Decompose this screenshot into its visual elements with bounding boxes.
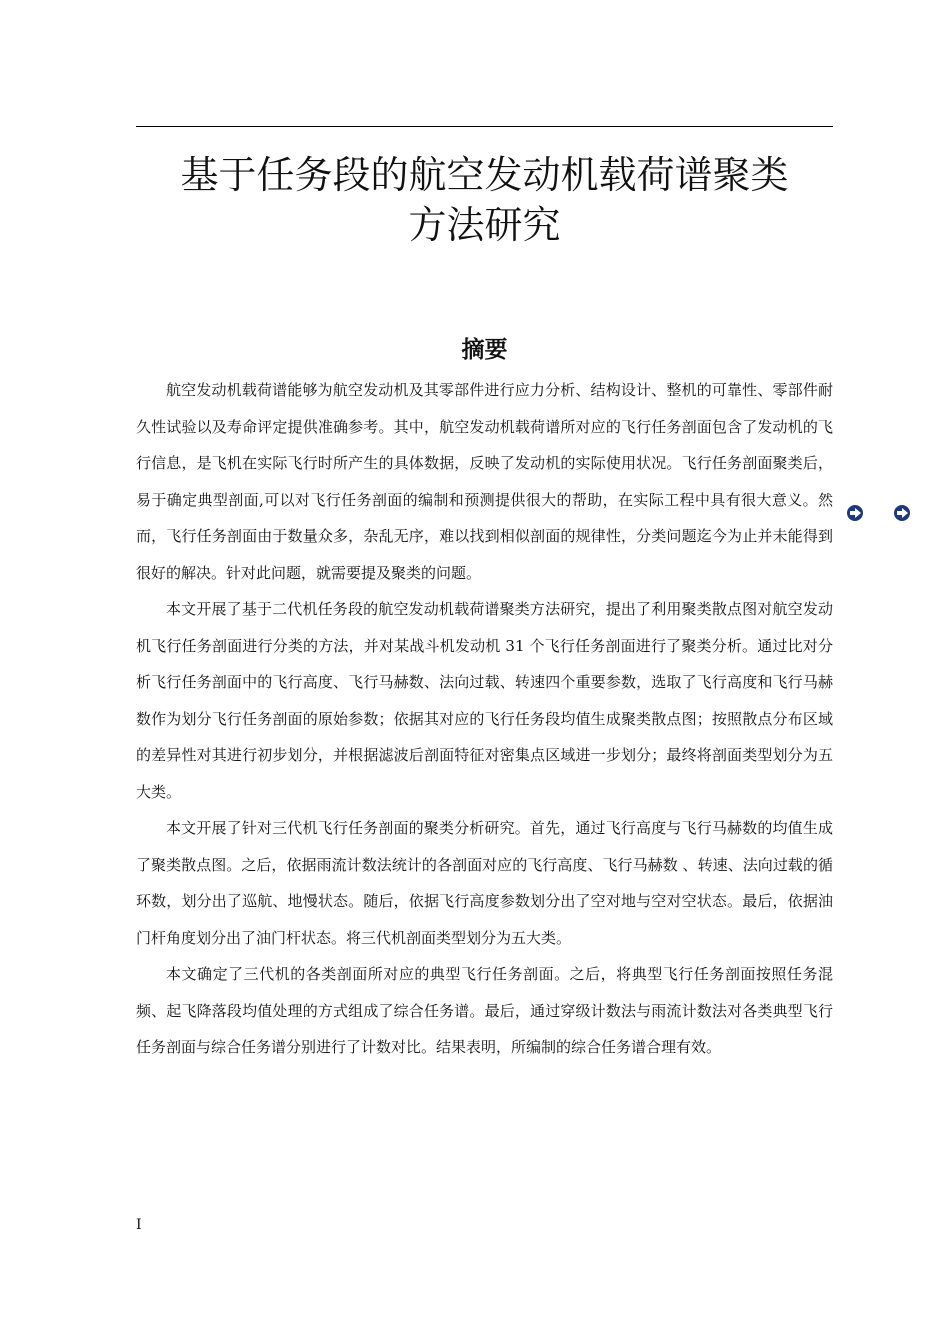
abstract-body bbox=[136, 372, 833, 1066]
page-number: I bbox=[136, 1217, 142, 1233]
abstract-paragraph: 本文开展了基于二代机任务段的航空发动机载荷谱聚类方法研究，提出了利用聚类散点图对航空发动机飞行任务剖面进行分类的方法，并对某战斗机发动机 31 个飞行任务剖面进行了聚类分析。通过比对分析飞行任务剖面中的飞行高度、飞行马赫数、法向过载、转速四个重要参数，选取了飞行高度和飞行马赫数作为划分飞行任务剖面的原始参数；依据其对应的飞行任务段均值生成聚类散点图；按照散点分布区域的差异性对其进行初步划分，并根据滤波后剖面特征对密集点区域进一步划分；最终将剖面类型划分为五大类。 bbox=[136, 600, 833, 801]
next-page-arrow-icon[interactable] bbox=[894, 505, 910, 521]
document-title bbox=[136, 150, 833, 250]
abstract-paragraph: 本文开展了针对三代机飞行任务剖面的聚类分析研究。首先，通过飞行高度与飞行马赫数的均值生成了聚类散点图。之后，依据雨流计数法统计的各剖面对应的飞行高度、飞行马赫数 、转速、法向过载的循环数，划分出了巡航、地慢状态。随后，依据飞行高度参数划分出了空对地与空对空状态。最后，依据油门杆角度划分出了油门杆状态。将三代机剖面类型划分为五大类。 bbox=[136, 819, 833, 947]
title-line-1: 基于任务段的航空发动机载荷谱聚类 bbox=[180, 153, 789, 197]
header-rule bbox=[136, 126, 833, 127]
title-line-2: 方法研究 bbox=[408, 203, 561, 247]
abstract-paragraph: 本文确定了三代机的各类剖面所对应的典型飞行任务剖面。之后，将典型飞行任务剖面按照任务混频、起飞降落段均值处理的方式组成了综合任务谱。最后，通过穿级计数法与雨流计数法对各类典型飞行任务剖面与综合任务谱分别进行了计数对比。结果表明，所编制的综合任务谱合理有效。 bbox=[136, 965, 833, 1056]
abstract-paragraph: 航空发动机载荷谱能够为航空发动机及其零部件进行应力分析、结构设计、整机的可靠性、零部件耐久性试验以及寿命评定提供准确参考。其中，航空发动机载荷谱所对应的飞行任务剖面包含了发动机的飞行信息，是飞机在实际飞行时所产生的具体数据，反映了发动机的实际使用状况。飞行任务剖面聚类后，易于确定典型剖面,可以对飞行任务剖面的编制和预测提供很大的帮助，在实际工程中具有很大意义。然而，飞行任务剖面由于数量众多，杂乱无序，难以找到相似剖面的规律性，分类问题迄今为止并未能得到很好的解决。针对此问题，就需要提及聚类的问题。 bbox=[136, 381, 833, 582]
abstract-heading: 摘要 bbox=[461, 337, 508, 363]
next-page-arrow-icon[interactable] bbox=[847, 505, 863, 521]
